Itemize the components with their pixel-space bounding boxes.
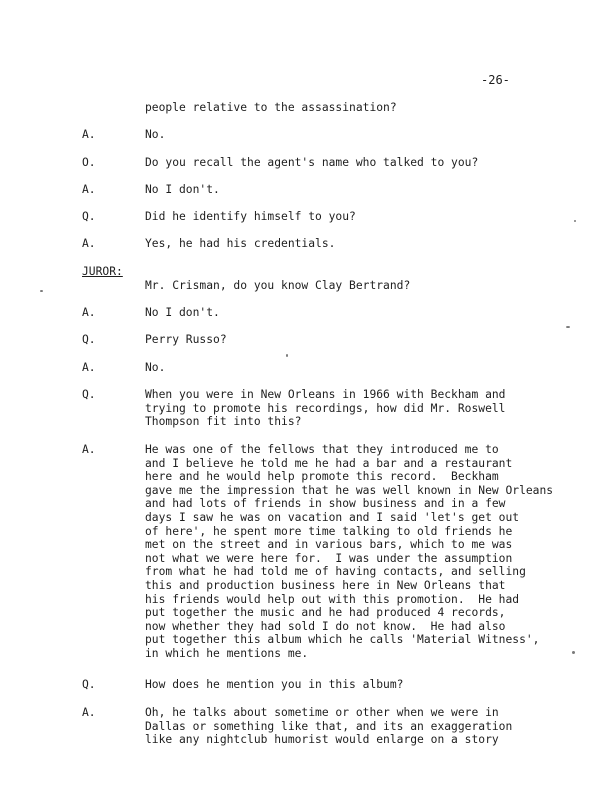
testimony-line: from what he had told me of having contacts, and selling [145, 565, 526, 579]
testimony-line: not what we were here for. I was under the assumption [145, 551, 513, 565]
speaker-label: A. [82, 237, 96, 250]
speaker-label: Q. [82, 388, 96, 401]
page-number: -26- [481, 73, 510, 87]
testimony-line: Perry Russo? [145, 333, 227, 346]
speaker-label: O. [82, 156, 96, 169]
speaker-label: A. [82, 706, 96, 719]
juror-label: JUROR: [82, 265, 123, 278]
testimony-line: days I saw he was on vacation and I said 'let's get out [145, 511, 520, 524]
testimony-line: like any nightclub humorist would enlarge on a story [145, 733, 499, 747]
speaker-label: A. [82, 361, 96, 374]
testimony-line: Mr. Crisman, do you know Clay Bertrand? [145, 279, 411, 292]
testimony-line: When you were in New Orleans in 1966 with Beckham and [145, 388, 506, 401]
testimony-line: Yes, he had his credentials. [145, 237, 336, 250]
testimony-line: Do you recall the agent's name who talked to you? [145, 156, 479, 169]
testimony-line: met on the street and in various bars, which to me was [145, 538, 513, 552]
scan-speck [286, 354, 288, 357]
scan-speck [574, 220, 576, 222]
testimony-line: Thompson fit into this? [145, 415, 302, 429]
testimony-line: No I don't. [145, 183, 220, 196]
speaker-label: A. [82, 306, 96, 319]
speaker-label: A. [82, 183, 96, 196]
testimony-line: in which he mentions me. [145, 647, 309, 660]
testimony-line: his friends would help out with this promotion. He had [145, 592, 520, 606]
testimony-line: and had lots of friends in show business and in a few [145, 497, 506, 511]
testimony-line: Oh, he talks about sometime or other when we were in [145, 706, 499, 719]
testimony-line: Dallas or something like that, and its an exaggeration [145, 719, 513, 733]
speaker-label: A. [82, 128, 96, 141]
speaker-label: Q. [82, 333, 96, 346]
testimony-line: and I believe he told me he had a bar and a restaurant [145, 456, 513, 470]
scan-speck [40, 290, 43, 292]
testimony-line: trying to promote his recordings, how did Mr. Roswell [145, 401, 506, 415]
speaker-label: A. [82, 443, 96, 456]
testimony-line: this and production business here in New Orleans that [145, 579, 506, 592]
testimony-line: He was one of the fellows that they introduced me to [145, 443, 499, 456]
testimony-line: of here', he spent more time talking to old friends he [145, 524, 513, 538]
testimony-line: put together the music and he had produced 4 records, [145, 606, 506, 620]
speaker-label: Q. [82, 678, 96, 691]
testimony-line: No. [145, 361, 166, 374]
testimony-line: put together this album which he calls 'Material Witness', [145, 633, 540, 647]
scan-speck [566, 326, 570, 328]
testimony-line: No. [145, 128, 166, 141]
testimony-line: now whether they had sold I do not know. He had also [145, 619, 506, 633]
testimony-line: Did he identify himself to you? [145, 210, 356, 223]
testimony-line: here and he would help promote this record. Beckham [145, 470, 499, 484]
scan-speck [572, 651, 575, 654]
testimony-line: gave me the impression that he was well known in New Orleans [145, 483, 554, 497]
testimony-line: How does he mention you in this album? [145, 678, 404, 691]
testimony-line: No I don't. [145, 306, 220, 319]
speaker-label: Q. [82, 210, 96, 223]
continuation-line: people relative to the assassination? [145, 101, 397, 114]
